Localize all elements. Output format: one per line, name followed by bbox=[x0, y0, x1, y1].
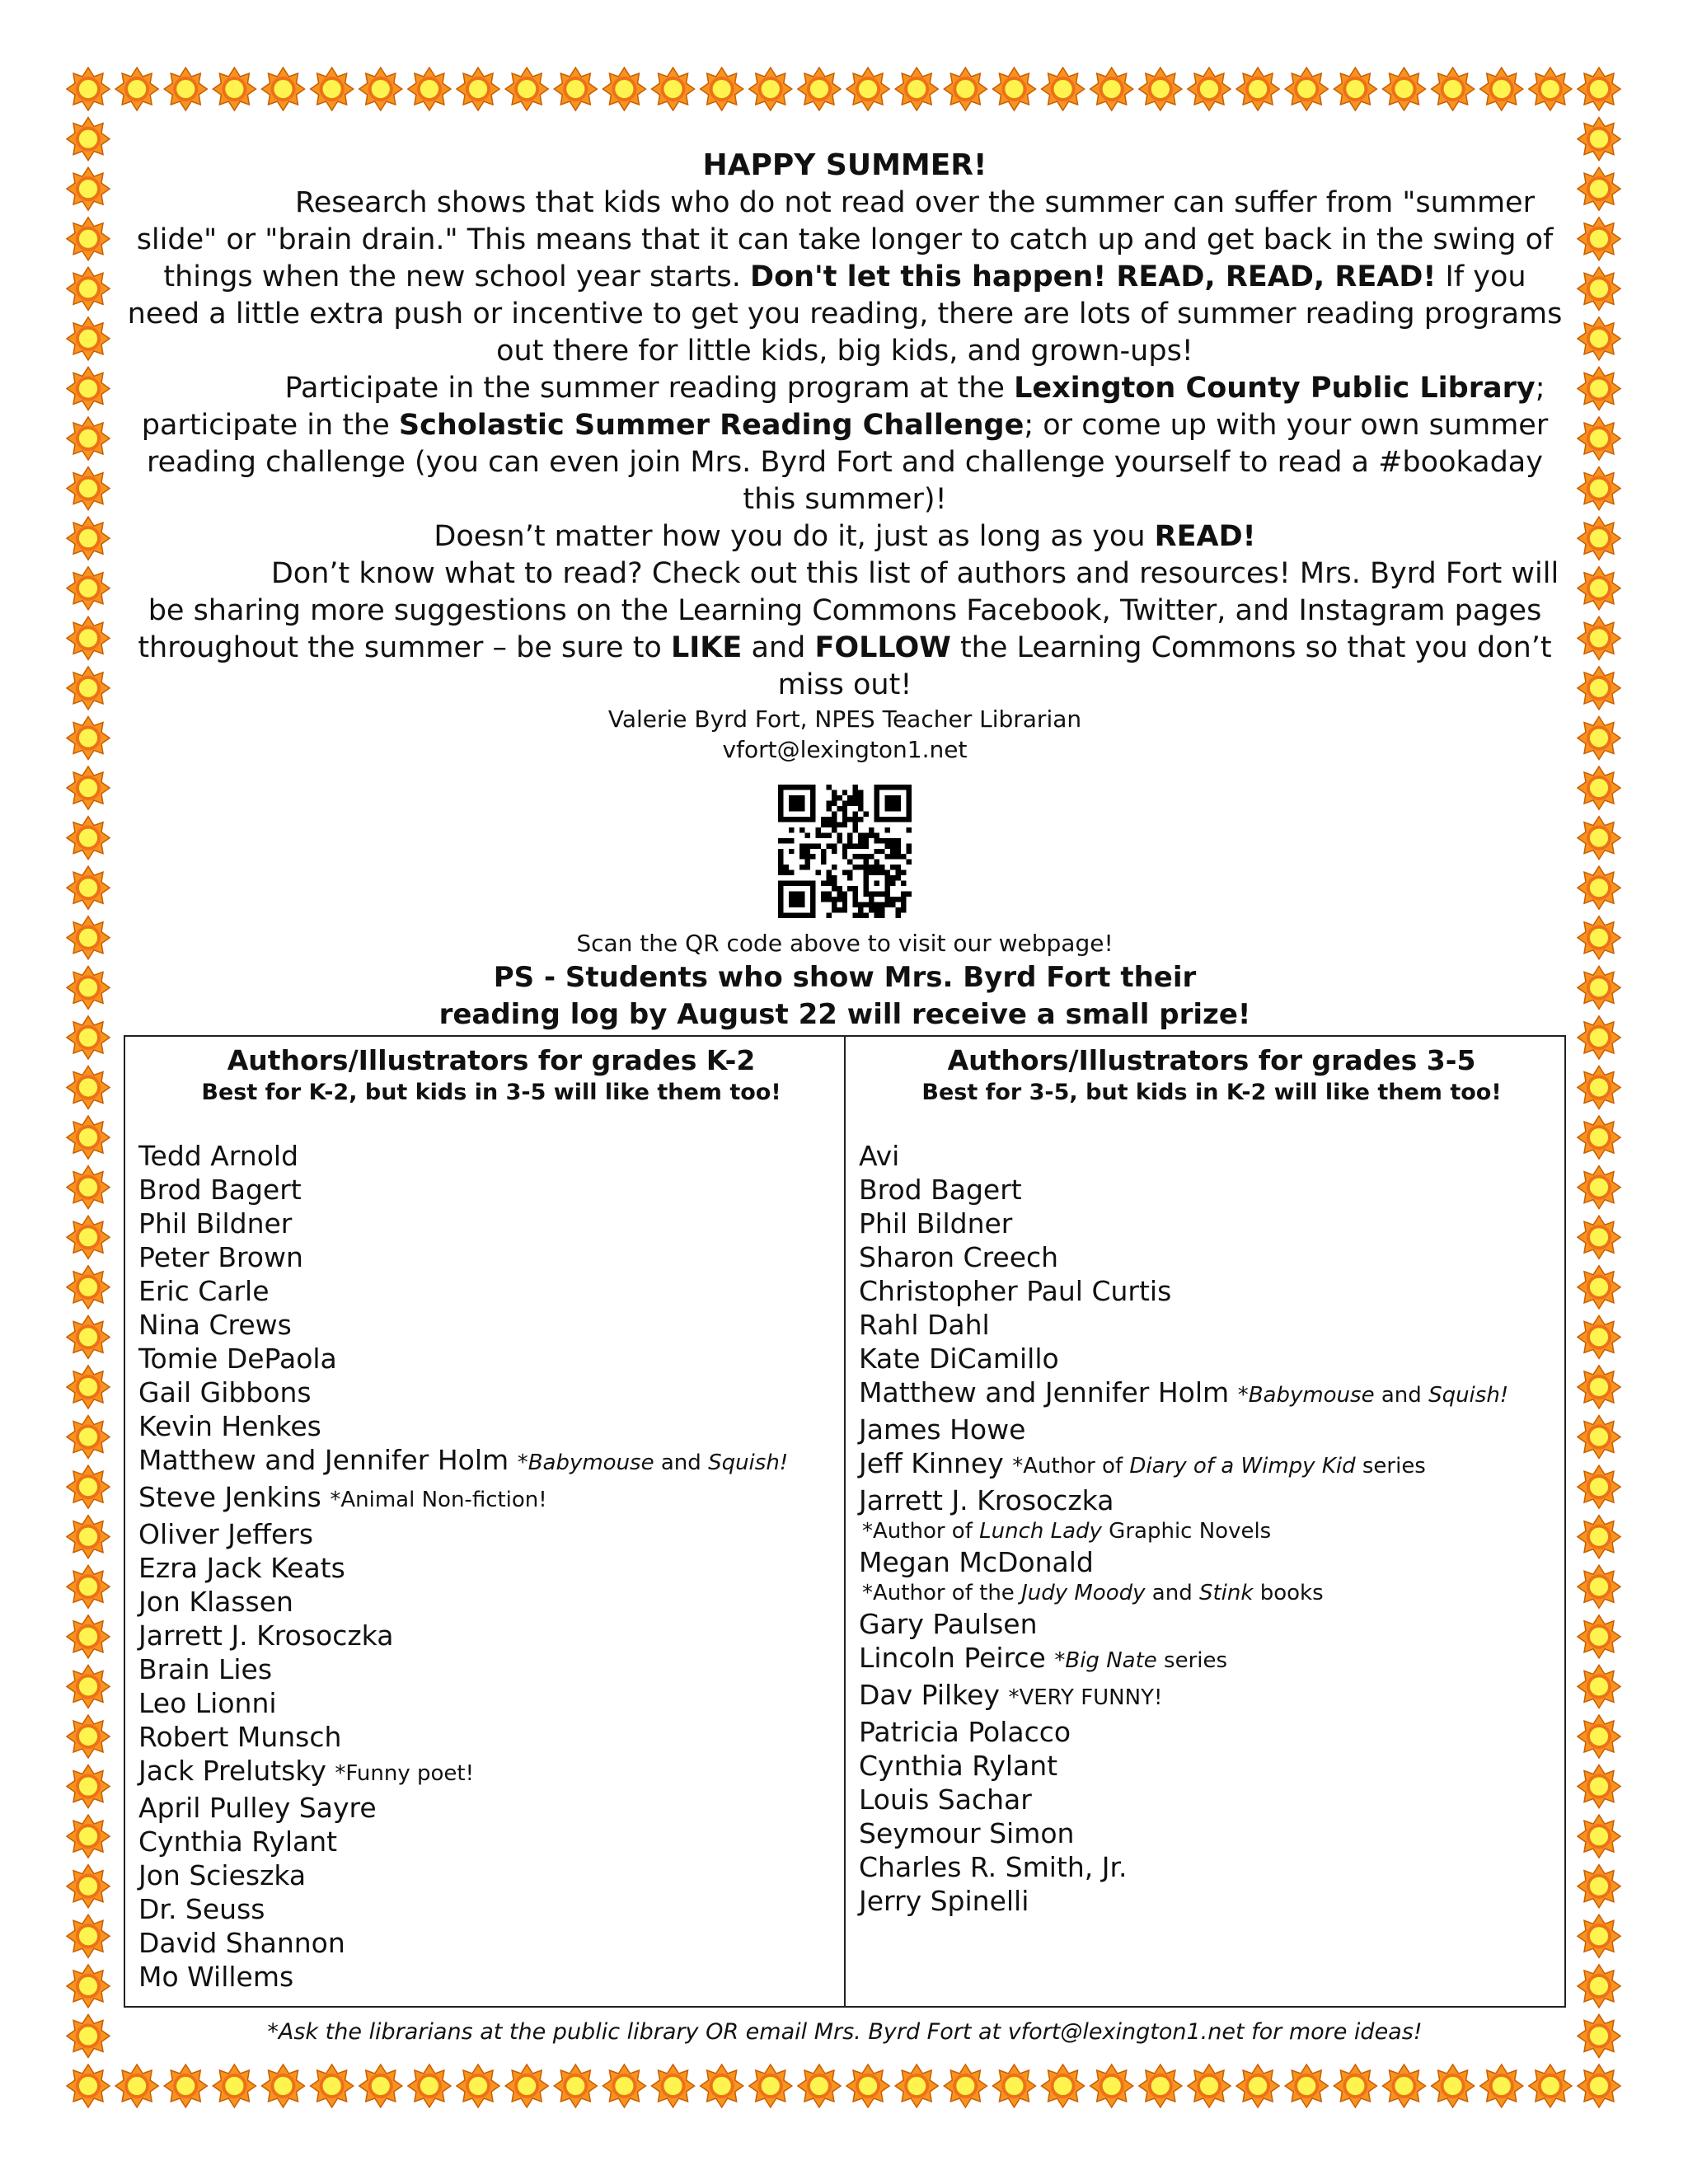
footer-note: *Ask the librarians at the public library OR email Mrs. Byrd Fort at vfort@lexington1.net for more ideas! bbox=[267, 2019, 1423, 2045]
sun-icon bbox=[1578, 2014, 1620, 2057]
sun-icon bbox=[67, 1915, 110, 1957]
sun-icon bbox=[67, 1266, 110, 1309]
sun-icon bbox=[603, 2064, 645, 2107]
list-item bbox=[138, 1754, 844, 1791]
sun-icon bbox=[67, 1715, 110, 1758]
sun-icon bbox=[1578, 1765, 1620, 1808]
sun-icon bbox=[701, 2064, 743, 2107]
list-item: Megan McDonald bbox=[859, 1546, 1094, 1578]
author-note: *Babymouse and Squish! bbox=[1237, 1383, 1509, 1408]
sun-icon bbox=[701, 68, 743, 110]
library-name: Lexington County Public Library bbox=[1014, 372, 1536, 405]
sun-icon bbox=[1578, 467, 1620, 510]
list-item bbox=[138, 1443, 844, 1480]
sun-icon bbox=[1578, 616, 1620, 659]
list-item: Patricia Polacco bbox=[859, 1716, 1071, 1748]
sun-icon bbox=[1578, 1315, 1620, 1358]
k2-author-list bbox=[138, 1139, 844, 1994]
sun-icon bbox=[1578, 1166, 1620, 1209]
sun-icon bbox=[67, 916, 110, 959]
author-note: *Author of Diary of a Wimpy Kid series bbox=[1012, 1454, 1426, 1479]
sun-icon bbox=[1529, 2064, 1572, 2107]
sun-icon bbox=[1188, 68, 1231, 110]
sun-icon bbox=[1578, 317, 1620, 360]
sun-icon bbox=[67, 267, 110, 310]
sun-icon bbox=[67, 1216, 110, 1258]
sun-icon bbox=[749, 68, 792, 110]
sun-icon bbox=[67, 817, 110, 860]
sun-icon bbox=[505, 2064, 548, 2107]
scan-instruction: Scan the QR code above to visit our webpage! bbox=[576, 930, 1114, 957]
sun-icon bbox=[359, 2064, 402, 2107]
intro-paragraph-2 bbox=[124, 370, 1566, 518]
sun-icon bbox=[944, 68, 987, 110]
sun-icon bbox=[652, 2064, 695, 2107]
author-name: Lincoln Peirce bbox=[859, 1642, 1046, 1674]
sun-icon bbox=[164, 2064, 207, 2107]
sun-icon bbox=[1578, 417, 1620, 460]
sun-icon bbox=[1578, 1915, 1620, 1957]
sun-icon bbox=[1578, 68, 1620, 110]
sun-icon bbox=[67, 1516, 110, 1558]
list-item: Peter Brown bbox=[138, 1241, 303, 1273]
sun-icon bbox=[67, 467, 110, 510]
sun-icon bbox=[1578, 817, 1620, 860]
author-note: *Babymouse and Squish! bbox=[517, 1451, 789, 1475]
sun-icon bbox=[1578, 118, 1620, 161]
author-name: Matthew and Jennifer Holm bbox=[138, 1444, 509, 1476]
list-item: Phil Bildner bbox=[138, 1207, 293, 1240]
para4-text-a: Don’t know what to read? Check out this list of authors and resources! Mrs. Byrd Fort will be sharing more suggestions on the Learning Commons Facebook, Twitter, and Instagram pages throughout the summer – be sure to bbox=[138, 557, 1559, 664]
sun-icon bbox=[1578, 1016, 1620, 1059]
sun-icon bbox=[67, 1865, 110, 1908]
sun-icon bbox=[1432, 2064, 1475, 2107]
list-item: Tedd Arnold bbox=[138, 1140, 299, 1172]
list-item: Kevin Henkes bbox=[138, 1410, 321, 1442]
sun-icon bbox=[1578, 1266, 1620, 1309]
sun-icon bbox=[1578, 1665, 1620, 1708]
sun-icon bbox=[67, 1465, 110, 1508]
sun-icon bbox=[1139, 68, 1182, 110]
intro-paragraph-3 bbox=[124, 518, 1566, 555]
sun-icon bbox=[992, 2064, 1035, 2107]
sun-icon bbox=[67, 417, 110, 460]
sun-icon bbox=[164, 68, 207, 110]
sun-icon bbox=[262, 2064, 305, 2107]
list-item: James Howe bbox=[859, 1413, 1026, 1446]
sun-icon bbox=[1382, 68, 1425, 110]
sun-icon bbox=[846, 68, 889, 110]
list-item bbox=[138, 1480, 844, 1517]
sun-icon bbox=[1480, 2064, 1523, 2107]
sun-icon bbox=[1188, 2064, 1231, 2107]
sun-icon bbox=[1578, 367, 1620, 410]
sun-icon bbox=[67, 716, 110, 759]
sun-icon bbox=[554, 2064, 597, 2107]
para4-text-c: and bbox=[742, 631, 815, 664]
sun-icon bbox=[1578, 766, 1620, 809]
sun-icon bbox=[67, 1416, 110, 1459]
sun-icon bbox=[67, 667, 110, 710]
list-item: Jerry Spinelli bbox=[859, 1885, 1029, 1917]
list-item: Brod Bagert bbox=[859, 1174, 1022, 1206]
sun-icon bbox=[944, 2064, 987, 2107]
sun-icon bbox=[67, 1965, 110, 2008]
sun-icon bbox=[67, 1765, 110, 1808]
sun-icon bbox=[1578, 1715, 1620, 1758]
author-name: Matthew and Jennifer Holm bbox=[859, 1376, 1230, 1408]
sun-icon bbox=[67, 367, 110, 410]
para1-bold: Don't let this happen! READ, READ, READ! bbox=[750, 260, 1437, 293]
sun-icon bbox=[1578, 916, 1620, 959]
author-note: *Author of Lunch Lady Graphic Novels bbox=[862, 1519, 1272, 1544]
sun-icon bbox=[67, 766, 110, 809]
list-item: Tomie DePaola bbox=[138, 1343, 337, 1375]
list-item: Jon Scieszka bbox=[138, 1859, 307, 1891]
sun-icon bbox=[1382, 2064, 1425, 2107]
scholastic-challenge: Scholastic Summer Reading Challenge bbox=[398, 409, 1025, 442]
sun-icon bbox=[457, 2064, 499, 2107]
sun-icon bbox=[213, 2064, 256, 2107]
author-name: Dav Pilkey bbox=[859, 1679, 1000, 1711]
list-item: April Pulley Sayre bbox=[138, 1792, 377, 1824]
list-item: Gail Gibbons bbox=[138, 1376, 312, 1408]
author-note: *Animal Non-fiction! bbox=[330, 1488, 547, 1512]
sun-icon bbox=[67, 1016, 110, 1059]
sun-icon bbox=[1578, 966, 1620, 1009]
author-note: *Author of the Judy Moody and Stink books bbox=[862, 1581, 1324, 1605]
list-item: Jarrett J. Krosoczka bbox=[859, 1484, 1114, 1516]
author-name: Jeff Kinney bbox=[859, 1447, 1004, 1479]
para3-text-a: Doesn’t matter how you do it, just as long as you bbox=[434, 520, 1155, 553]
sun-icon bbox=[67, 616, 110, 659]
sun-icon bbox=[1578, 866, 1620, 909]
sun-icon bbox=[67, 218, 110, 260]
sun-icon bbox=[1334, 2064, 1376, 2107]
list-item: Phil Bildner bbox=[859, 1207, 1013, 1240]
list-item: David Shannon bbox=[138, 1927, 345, 1959]
list-item: Louis Sachar bbox=[859, 1783, 1032, 1816]
sun-icon bbox=[1578, 1116, 1620, 1159]
sun-icon bbox=[67, 1366, 110, 1408]
list-item: Nina Crews bbox=[138, 1309, 292, 1341]
qr-code[interactable] bbox=[778, 785, 912, 918]
intro-section bbox=[124, 147, 1566, 1033]
list-item: Charles R. Smith, Jr. bbox=[859, 1851, 1128, 1883]
sun-icon bbox=[67, 567, 110, 610]
sun-icon bbox=[67, 68, 110, 110]
sun-icon bbox=[67, 1565, 110, 1608]
list-item: Dr. Seuss bbox=[138, 1893, 265, 1925]
list-item: Christopher Paul Curtis bbox=[859, 1275, 1172, 1307]
sun-icon bbox=[1578, 1815, 1620, 1858]
sun-icon bbox=[1090, 68, 1133, 110]
list-item: Ezra Jack Keats bbox=[138, 1552, 345, 1584]
sun-icon bbox=[1578, 1865, 1620, 1908]
ps-line-1: PS - Students who show Mrs. Byrd Fort their bbox=[493, 961, 1197, 994]
sun-icon bbox=[846, 2064, 889, 2107]
list-item: Kate DiCamillo bbox=[859, 1343, 1059, 1375]
sun-icon bbox=[749, 2064, 792, 2107]
sun-icon bbox=[115, 68, 158, 110]
sun-icon bbox=[1578, 2064, 1620, 2107]
sun-icon bbox=[67, 317, 110, 360]
sun-icon bbox=[798, 2064, 841, 2107]
list-item: Brain Lies bbox=[138, 1653, 273, 1685]
grades35-column bbox=[844, 1037, 1564, 2006]
sun-icon bbox=[1578, 1066, 1620, 1109]
sun-icon bbox=[554, 68, 597, 110]
sun-icon bbox=[1480, 68, 1523, 110]
sun-icon bbox=[1139, 2064, 1182, 2107]
sun-icon bbox=[1042, 2064, 1085, 2107]
list-item bbox=[859, 1446, 1564, 1483]
sun-icon bbox=[67, 2014, 110, 2057]
list-item: Avi bbox=[859, 1140, 900, 1172]
para2-text-c: ; participate in the bbox=[141, 372, 1545, 442]
para3-bold: READ! bbox=[1154, 520, 1256, 553]
sun-icon bbox=[505, 68, 548, 110]
list-item: Gary Paulsen bbox=[859, 1608, 1038, 1640]
sun-icon bbox=[1236, 68, 1279, 110]
sun-icon bbox=[1529, 68, 1572, 110]
sun-icon bbox=[1578, 1416, 1620, 1459]
list-item: Leo Lionni bbox=[138, 1687, 277, 1719]
sun-icon bbox=[1285, 2064, 1328, 2107]
author-note: *Big Nate series bbox=[1054, 1648, 1228, 1673]
sun-icon bbox=[67, 1615, 110, 1658]
sun-icon bbox=[1578, 1366, 1620, 1408]
sun-icon bbox=[67, 118, 110, 161]
list-item: Jarrett J. Krosoczka bbox=[138, 1619, 394, 1652]
list-item: Jon Klassen bbox=[138, 1586, 293, 1618]
sun-icon bbox=[895, 2064, 938, 2107]
list-item: Oliver Jeffers bbox=[138, 1518, 314, 1550]
sun-icon bbox=[311, 68, 354, 110]
para1-text-c: If you need a little extra push or incentive to get you reading, there are lots of summer reading programs out there for little kids, big kids, and grown-ups! bbox=[127, 260, 1563, 368]
list-item: Brod Bagert bbox=[138, 1174, 302, 1206]
list-item: Eric Carle bbox=[138, 1275, 270, 1307]
sun-icon bbox=[1334, 68, 1376, 110]
sun-icon bbox=[1285, 68, 1328, 110]
sun-icon bbox=[1578, 218, 1620, 260]
intro-paragraph-1 bbox=[124, 185, 1566, 370]
list-item: Robert Munsch bbox=[138, 1721, 342, 1753]
sun-icon bbox=[798, 68, 841, 110]
sun-icon bbox=[1578, 1465, 1620, 1508]
list-item: Cynthia Rylant bbox=[859, 1750, 1058, 1782]
grades35-title: Authors/Illustrators for grades 3-5 bbox=[947, 1044, 1476, 1076]
sun-icon bbox=[67, 517, 110, 560]
sun-icon bbox=[67, 2064, 110, 2107]
sun-icon bbox=[311, 2064, 354, 2107]
list-item bbox=[859, 1678, 1564, 1715]
sun-icon bbox=[1432, 68, 1475, 110]
sun-icon bbox=[67, 1116, 110, 1159]
follow-word: FOLLOW bbox=[814, 631, 951, 664]
sun-icon bbox=[67, 1066, 110, 1109]
sun-icon bbox=[408, 2064, 451, 2107]
sun-icon bbox=[1578, 567, 1620, 610]
grades35-author-list bbox=[859, 1139, 1564, 1918]
author-note: *Funny poet! bbox=[335, 1761, 474, 1786]
sun-icon bbox=[67, 1665, 110, 1708]
author-name: Steve Jenkins bbox=[138, 1481, 321, 1513]
signature-name: Valerie Byrd Fort, NPES Teacher Librarian bbox=[607, 705, 1082, 733]
sun-icon bbox=[1578, 1216, 1620, 1258]
sun-icon bbox=[1578, 1965, 1620, 2008]
sun-icon bbox=[1090, 2064, 1133, 2107]
sun-icon bbox=[115, 2064, 158, 2107]
sun-icon bbox=[1578, 1516, 1620, 1558]
sun-icon bbox=[67, 966, 110, 1009]
para4-text-e: the Learning Commons so that you don’t miss out! bbox=[777, 631, 1552, 701]
intro-paragraph-4 bbox=[124, 555, 1566, 704]
sun-icon bbox=[895, 68, 938, 110]
author-note: *VERY FUNNY! bbox=[1008, 1685, 1163, 1710]
k2-column bbox=[125, 1037, 844, 2006]
authors-table bbox=[124, 1035, 1566, 2008]
sun-icon bbox=[262, 68, 305, 110]
list-item bbox=[859, 1376, 1564, 1413]
sun-icon bbox=[1578, 716, 1620, 759]
sun-icon bbox=[992, 68, 1035, 110]
sun-icon bbox=[213, 68, 256, 110]
sun-icon bbox=[67, 866, 110, 909]
sun-icon bbox=[1578, 517, 1620, 560]
sun-icon bbox=[67, 1315, 110, 1358]
para1-text-a: Research shows that kids who do not read over the summer can suffer from "summer slide" or "brain drain." This means that it can take longer to catch up and get back in the swing of things when the new school year starts. bbox=[136, 186, 1554, 293]
sun-icon bbox=[408, 68, 451, 110]
para2-text-e: ; or come up with your own summer reading challenge (you can even join Mrs. Byrd Fort and challenge yourself to read a #bookaday this summer)! bbox=[147, 409, 1549, 516]
sun-icon bbox=[1578, 267, 1620, 310]
k2-subtitle: Best for K-2, but kids in 3-5 will like them too! bbox=[201, 1080, 781, 1105]
grades35-subtitle: Best for 3-5, but kids in K-2 will like them too! bbox=[921, 1080, 1502, 1105]
k2-title: Authors/Illustrators for grades K-2 bbox=[227, 1044, 756, 1076]
signature-email: vfort@lexington1.net bbox=[722, 736, 968, 763]
sun-icon bbox=[1042, 68, 1085, 110]
author-name: Jack Prelutsky bbox=[138, 1755, 326, 1787]
like-word: LIKE bbox=[670, 631, 743, 664]
ps-line-2: reading log by August 22 will receive a small prize! bbox=[438, 998, 1251, 1031]
list-item: Cynthia Rylant bbox=[138, 1825, 338, 1858]
list-item bbox=[859, 1641, 1564, 1678]
sun-icon bbox=[1578, 667, 1620, 710]
sun-icon bbox=[1578, 1565, 1620, 1608]
page-title: HAPPY SUMMER! bbox=[702, 148, 987, 182]
para2-text-a: Participate in the summer reading program at the bbox=[284, 372, 1015, 405]
list-item: Seymour Simon bbox=[859, 1817, 1075, 1849]
sun-icon bbox=[359, 68, 402, 110]
sun-icon bbox=[457, 68, 499, 110]
sun-icon bbox=[1236, 2064, 1279, 2107]
list-item: Mo Willems bbox=[138, 1961, 294, 1993]
sun-icon bbox=[1578, 167, 1620, 210]
sun-icon bbox=[603, 68, 645, 110]
sun-icon bbox=[1578, 1615, 1620, 1658]
sun-icon bbox=[67, 1166, 110, 1209]
list-item: Sharon Creech bbox=[859, 1241, 1059, 1273]
sun-icon bbox=[67, 167, 110, 210]
list-item: Rahl Dahl bbox=[859, 1309, 990, 1341]
sun-icon bbox=[652, 68, 695, 110]
sun-icon bbox=[67, 1815, 110, 1858]
